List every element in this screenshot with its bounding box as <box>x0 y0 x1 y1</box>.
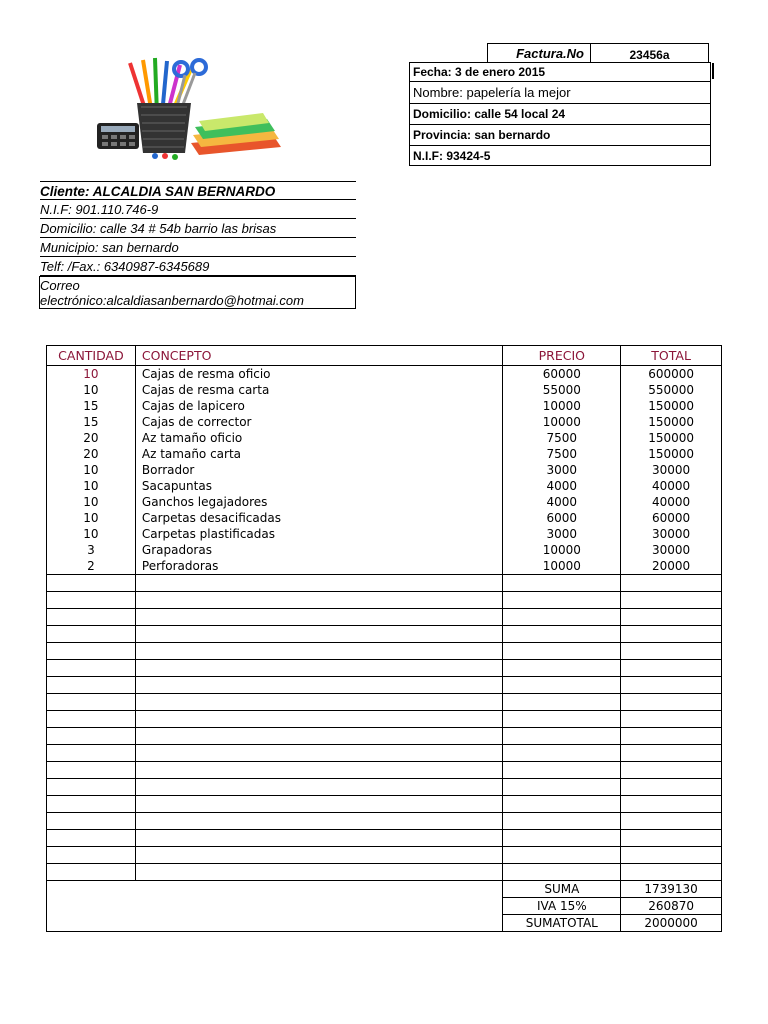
empty-cell <box>503 728 621 745</box>
row-price: 7500 <box>503 430 621 446</box>
empty-row <box>47 745 722 762</box>
row-price: 7500 <box>503 446 621 462</box>
empty-cell <box>621 643 722 660</box>
row-quantity: 15 <box>47 414 136 430</box>
row-total: 30000 <box>621 462 722 478</box>
company-province: Provincia: san bernardo <box>410 125 710 146</box>
row-total: 20000 <box>621 558 722 575</box>
iva-value: 260870 <box>621 898 722 915</box>
table-row <box>47 414 722 430</box>
empty-cell <box>135 813 503 830</box>
company-nif: N.I.F: 93424-5 <box>410 146 710 166</box>
grand-total-label: SUMATOTAL <box>503 915 621 932</box>
empty-cell <box>503 762 621 779</box>
invoice-number: 23456a <box>629 48 670 62</box>
empty-cell <box>503 813 621 830</box>
row-quantity: 2 <box>47 558 136 575</box>
company-info <box>409 62 711 166</box>
row-quantity: 10 <box>47 478 136 494</box>
table-row <box>47 446 722 462</box>
row-quantity: 10 <box>47 382 136 398</box>
row-concept: Cajas de lapicero <box>135 398 503 414</box>
client-email <box>39 276 356 309</box>
table-row <box>47 398 722 414</box>
empty-cell <box>621 796 722 813</box>
row-quantity: 15 <box>47 398 136 414</box>
row-price: 10000 <box>503 414 621 430</box>
empty-row <box>47 779 722 796</box>
table-row <box>47 430 722 446</box>
empty-cell <box>135 660 503 677</box>
totals-blank <box>47 881 503 932</box>
empty-cell <box>135 609 503 626</box>
empty-cell <box>47 609 136 626</box>
row-concept: Sacapuntas <box>135 478 503 494</box>
row-total: 550000 <box>621 382 722 398</box>
empty-row <box>47 660 722 677</box>
empty-row <box>47 609 722 626</box>
empty-cell <box>621 779 722 796</box>
empty-row <box>47 643 722 660</box>
empty-cell <box>47 626 136 643</box>
header-price: PRECIO <box>503 346 621 366</box>
empty-cell <box>503 575 621 592</box>
table-row <box>47 558 722 575</box>
table-header-row <box>47 346 722 366</box>
empty-cell <box>135 830 503 847</box>
empty-row <box>47 830 722 847</box>
empty-cell <box>621 813 722 830</box>
empty-cell <box>503 660 621 677</box>
empty-row <box>47 626 722 643</box>
empty-row <box>47 813 722 830</box>
client-address: Domicilio: calle 34 # 54b barrio las brisas <box>40 219 356 238</box>
empty-cell <box>47 728 136 745</box>
row-total: 150000 <box>621 430 722 446</box>
empty-cell <box>47 711 136 728</box>
invoice-label: Factura.No <box>488 44 591 62</box>
client-phone: Telf: /Fax.: 6340987-6345689 <box>40 257 356 276</box>
table-row <box>47 510 722 526</box>
empty-row <box>47 728 722 745</box>
empty-cell <box>621 762 722 779</box>
row-price: 55000 <box>503 382 621 398</box>
row-quantity: 3 <box>47 542 136 558</box>
empty-row <box>47 575 722 592</box>
empty-cell <box>503 609 621 626</box>
client-name: Cliente: ALCALDIA SAN BERNARDO <box>40 181 356 200</box>
row-concept: Az tamaño oficio <box>135 430 503 446</box>
empty-cell <box>621 609 722 626</box>
row-price: 4000 <box>503 494 621 510</box>
empty-cell <box>503 830 621 847</box>
empty-cell <box>621 575 722 592</box>
row-concept: Carpetas desacificadas <box>135 510 503 526</box>
sum-label: SUMA <box>503 881 621 898</box>
empty-cell <box>47 762 136 779</box>
table-row <box>47 478 722 494</box>
empty-cell <box>135 626 503 643</box>
row-total: 150000 <box>621 414 722 430</box>
row-quantity: 20 <box>47 430 136 446</box>
row-concept: Cajas de resma oficio <box>135 366 503 383</box>
row-concept: Borrador <box>135 462 503 478</box>
school-supplies-logo <box>95 55 285 160</box>
empty-row <box>47 711 722 728</box>
row-quantity: 10 <box>47 494 136 510</box>
empty-cell <box>47 694 136 711</box>
empty-cell <box>503 745 621 762</box>
empty-cell <box>47 796 136 813</box>
empty-cell <box>47 677 136 694</box>
row-concept: Perforadoras <box>135 558 503 575</box>
row-price: 10000 <box>503 542 621 558</box>
empty-cell <box>503 592 621 609</box>
empty-cell <box>503 847 621 864</box>
row-concept: Grapadoras <box>135 542 503 558</box>
empty-cell <box>47 779 136 796</box>
empty-cell <box>135 694 503 711</box>
empty-cell <box>503 694 621 711</box>
grand-total-value: 2000000 <box>621 915 722 932</box>
row-concept: Carpetas plastificadas <box>135 526 503 542</box>
empty-cell <box>621 847 722 864</box>
company-name: Nombre: papelería la mejor <box>410 82 710 104</box>
invoice-date: Fecha: 3 de enero 2015 <box>410 63 710 82</box>
items-table <box>46 345 722 932</box>
row-price: 3000 <box>503 462 621 478</box>
row-quantity: 20 <box>47 446 136 462</box>
table-row <box>47 382 722 398</box>
empty-cell <box>503 864 621 881</box>
row-price: 4000 <box>503 478 621 494</box>
invoice-number-box <box>487 43 709 63</box>
row-price: 10000 <box>503 398 621 414</box>
row-price: 3000 <box>503 526 621 542</box>
empty-cell <box>135 864 503 881</box>
empty-cell <box>135 779 503 796</box>
header-quantity: CANTIDAD <box>47 346 136 366</box>
empty-cell <box>621 864 722 881</box>
table-row <box>47 366 722 383</box>
row-total: 30000 <box>621 526 722 542</box>
empty-cell <box>503 643 621 660</box>
row-total: 600000 <box>621 366 722 383</box>
table-row <box>47 526 722 542</box>
row-total: 40000 <box>621 478 722 494</box>
row-price: 60000 <box>503 366 621 383</box>
row-total: 150000 <box>621 446 722 462</box>
row-total: 40000 <box>621 494 722 510</box>
row-quantity: 10 <box>47 366 136 383</box>
empty-cell <box>621 728 722 745</box>
empty-cell <box>503 779 621 796</box>
empty-row <box>47 864 722 881</box>
empty-row <box>47 796 722 813</box>
table-row <box>47 494 722 510</box>
empty-row <box>47 592 722 609</box>
empty-row <box>47 762 722 779</box>
empty-cell <box>621 592 722 609</box>
empty-cell <box>503 796 621 813</box>
row-quantity: 10 <box>47 526 136 542</box>
row-total: 60000 <box>621 510 722 526</box>
empty-cell <box>47 575 136 592</box>
company-address: Domicilio: calle 54 local 24 <box>410 104 710 125</box>
empty-cell <box>135 847 503 864</box>
client-municipality: Municipio: san bernardo <box>40 238 356 257</box>
sum-value: 1739130 <box>621 881 722 898</box>
empty-cell <box>135 711 503 728</box>
iva-label: IVA 15% <box>503 898 621 915</box>
row-concept: Ganchos legajadores <box>135 494 503 510</box>
row-concept: Az tamaño carta <box>135 446 503 462</box>
empty-cell <box>47 864 136 881</box>
empty-cell <box>503 677 621 694</box>
empty-cell <box>621 830 722 847</box>
empty-row <box>47 694 722 711</box>
client-info <box>40 181 356 309</box>
empty-cell <box>621 745 722 762</box>
sum-row <box>47 881 722 898</box>
table-row <box>47 462 722 478</box>
empty-cell <box>621 694 722 711</box>
header-total: TOTAL <box>621 346 722 366</box>
header-concept: CONCEPTO <box>135 346 503 366</box>
empty-cell <box>135 592 503 609</box>
empty-cell <box>47 643 136 660</box>
empty-cell <box>135 575 503 592</box>
empty-cell <box>47 745 136 762</box>
row-quantity: 10 <box>47 510 136 526</box>
empty-cell <box>47 592 136 609</box>
client-email-label: Correo <box>40 278 80 293</box>
client-nif: N.I.F: 901.110.746-9 <box>40 200 356 219</box>
empty-cell <box>135 643 503 660</box>
row-price: 6000 <box>503 510 621 526</box>
row-quantity: 10 <box>47 462 136 478</box>
empty-cell <box>621 660 722 677</box>
empty-cell <box>135 677 503 694</box>
empty-cell <box>503 626 621 643</box>
empty-cell <box>621 626 722 643</box>
empty-cell <box>47 660 136 677</box>
empty-row <box>47 847 722 864</box>
row-concept: Cajas de corrector <box>135 414 503 430</box>
empty-cell <box>135 728 503 745</box>
empty-cell <box>47 830 136 847</box>
row-total: 150000 <box>621 398 722 414</box>
empty-cell <box>621 711 722 728</box>
empty-row <box>47 677 722 694</box>
empty-cell <box>135 796 503 813</box>
empty-cell <box>621 677 722 694</box>
empty-cell <box>135 762 503 779</box>
row-concept: Cajas de resma carta <box>135 382 503 398</box>
table-row <box>47 542 722 558</box>
empty-cell <box>47 847 136 864</box>
row-price: 10000 <box>503 558 621 575</box>
empty-cell <box>135 745 503 762</box>
client-email-value: electrónico:alcaldiasanbernardo@hotmai.com <box>40 293 304 308</box>
empty-cell <box>47 813 136 830</box>
row-total: 30000 <box>621 542 722 558</box>
empty-cell <box>503 711 621 728</box>
